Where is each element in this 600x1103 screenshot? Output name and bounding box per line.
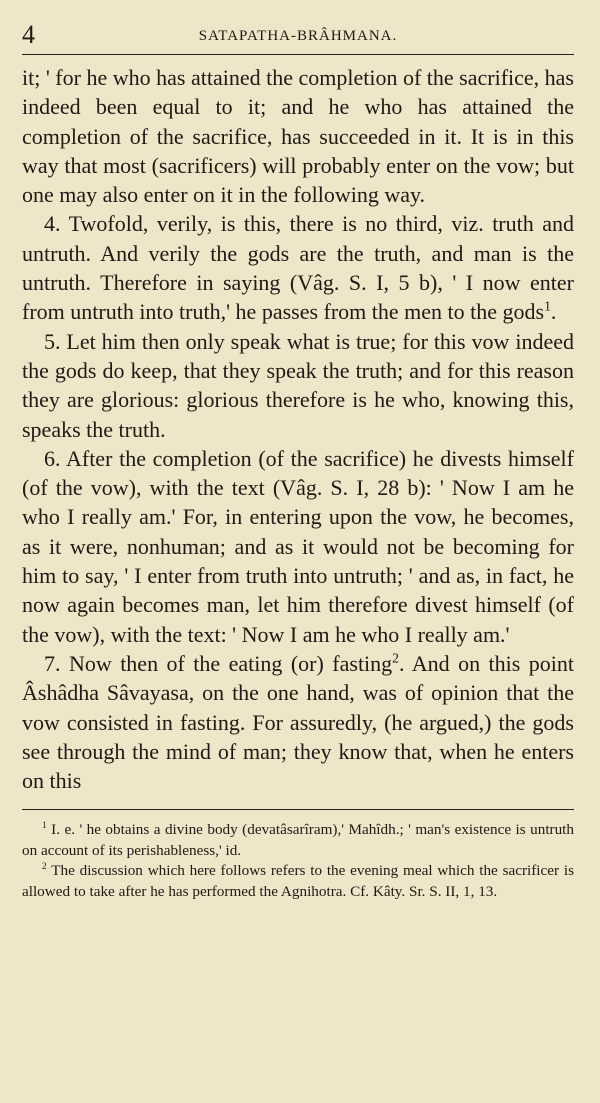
footnotes xyxy=(22,820,574,902)
footnote-2-marker: 2 xyxy=(42,862,47,873)
page-number: 4 xyxy=(22,20,35,49)
paragraph-6: 6. After the completion (of the sacrifice) he divests himself (of the vow), with the text (Vâg. S. I, 28 b): ' Now I am he who I really am.' For, in entering upon the vow, he becomes, as it were, nonhuman; and as it would not be becoming for him to say, ' I enter from truth into untruth; ' and as, in fact, he now again becomes man, let him therefore divest himself (of the vow), with the text: ' Now I am he who I really am.' xyxy=(22,445,574,647)
running-title: SATAPATHA-BRÂHMANA. xyxy=(198,28,398,44)
paragraph-7-text-b: . And on this point Âshâdha Sâvayasa, on the one hand, was of opinion that the vow consisted in fasting. For assuredly, (he argued,) the gods see through the mind of man; they know that, when he enters on this xyxy=(22,650,574,794)
paragraph-7 xyxy=(22,649,574,795)
footnote-ref-1[interactable]: 1 xyxy=(544,299,551,315)
paragraph-7-text-a: 7. Now then of the eating (or) fasting xyxy=(44,650,393,676)
paragraph-5: 5. Let him then only speak what is true; for this vow indeed the gods do keep, that they speak the truth; and for this reason they are glorious: glorious therefore is he who, knowing this, speaks the truth. xyxy=(22,328,574,442)
main-text xyxy=(22,63,574,795)
paragraph-4: 4. Twofold, verily, is this, there is no third, viz. truth and untruth. And verily the gods are the truth, and man is the untruth. Therefore in saying (Vâg. S. I, 5 b), ' I now enter from untruth into truth,' he passes from the men to the gods$^1$. xyxy=(22,211,574,325)
footnote-1-marker: 1 xyxy=(42,821,47,832)
footnote-1-text: I. e. ' he obtains a divine body (devatâsarîram),' Mahîdh.; ' man's existence is untruth on account of its perishableness,' id. xyxy=(22,821,574,859)
footnote-2-text: The discussion which here follows refers to the evening meal which the sacrificer is allowed to take after he has performed the Agnihotra. Cf. Kâty. Sr. S. II, 1, 13. xyxy=(22,862,574,900)
footnote-2 xyxy=(22,861,574,902)
paragraph-continued: it; ' for he who has attained the completion of the sacrifice, has indeed been equal to it; and he who has attained the completion of the sacrifice, has succeeded in it. It is in this way that most (sacrificers) will probably enter on the vow; but one may also enter on it in the following way. xyxy=(22,65,574,208)
paragraph-4-text: 4. Twofold, verily, is this, there is no third, viz. truth and untruth. And verily the gods are the truth, and man is the untruth. Therefore in saying (Vâg. S. I, 5 b), ' I now enter from untruth into truth,' he passes from the men to the gods xyxy=(22,211,574,325)
page-header xyxy=(22,14,574,55)
footnote-1 xyxy=(22,820,574,861)
footnote-ref-2[interactable]: 2 xyxy=(392,650,399,666)
footnote-divider xyxy=(22,809,574,810)
